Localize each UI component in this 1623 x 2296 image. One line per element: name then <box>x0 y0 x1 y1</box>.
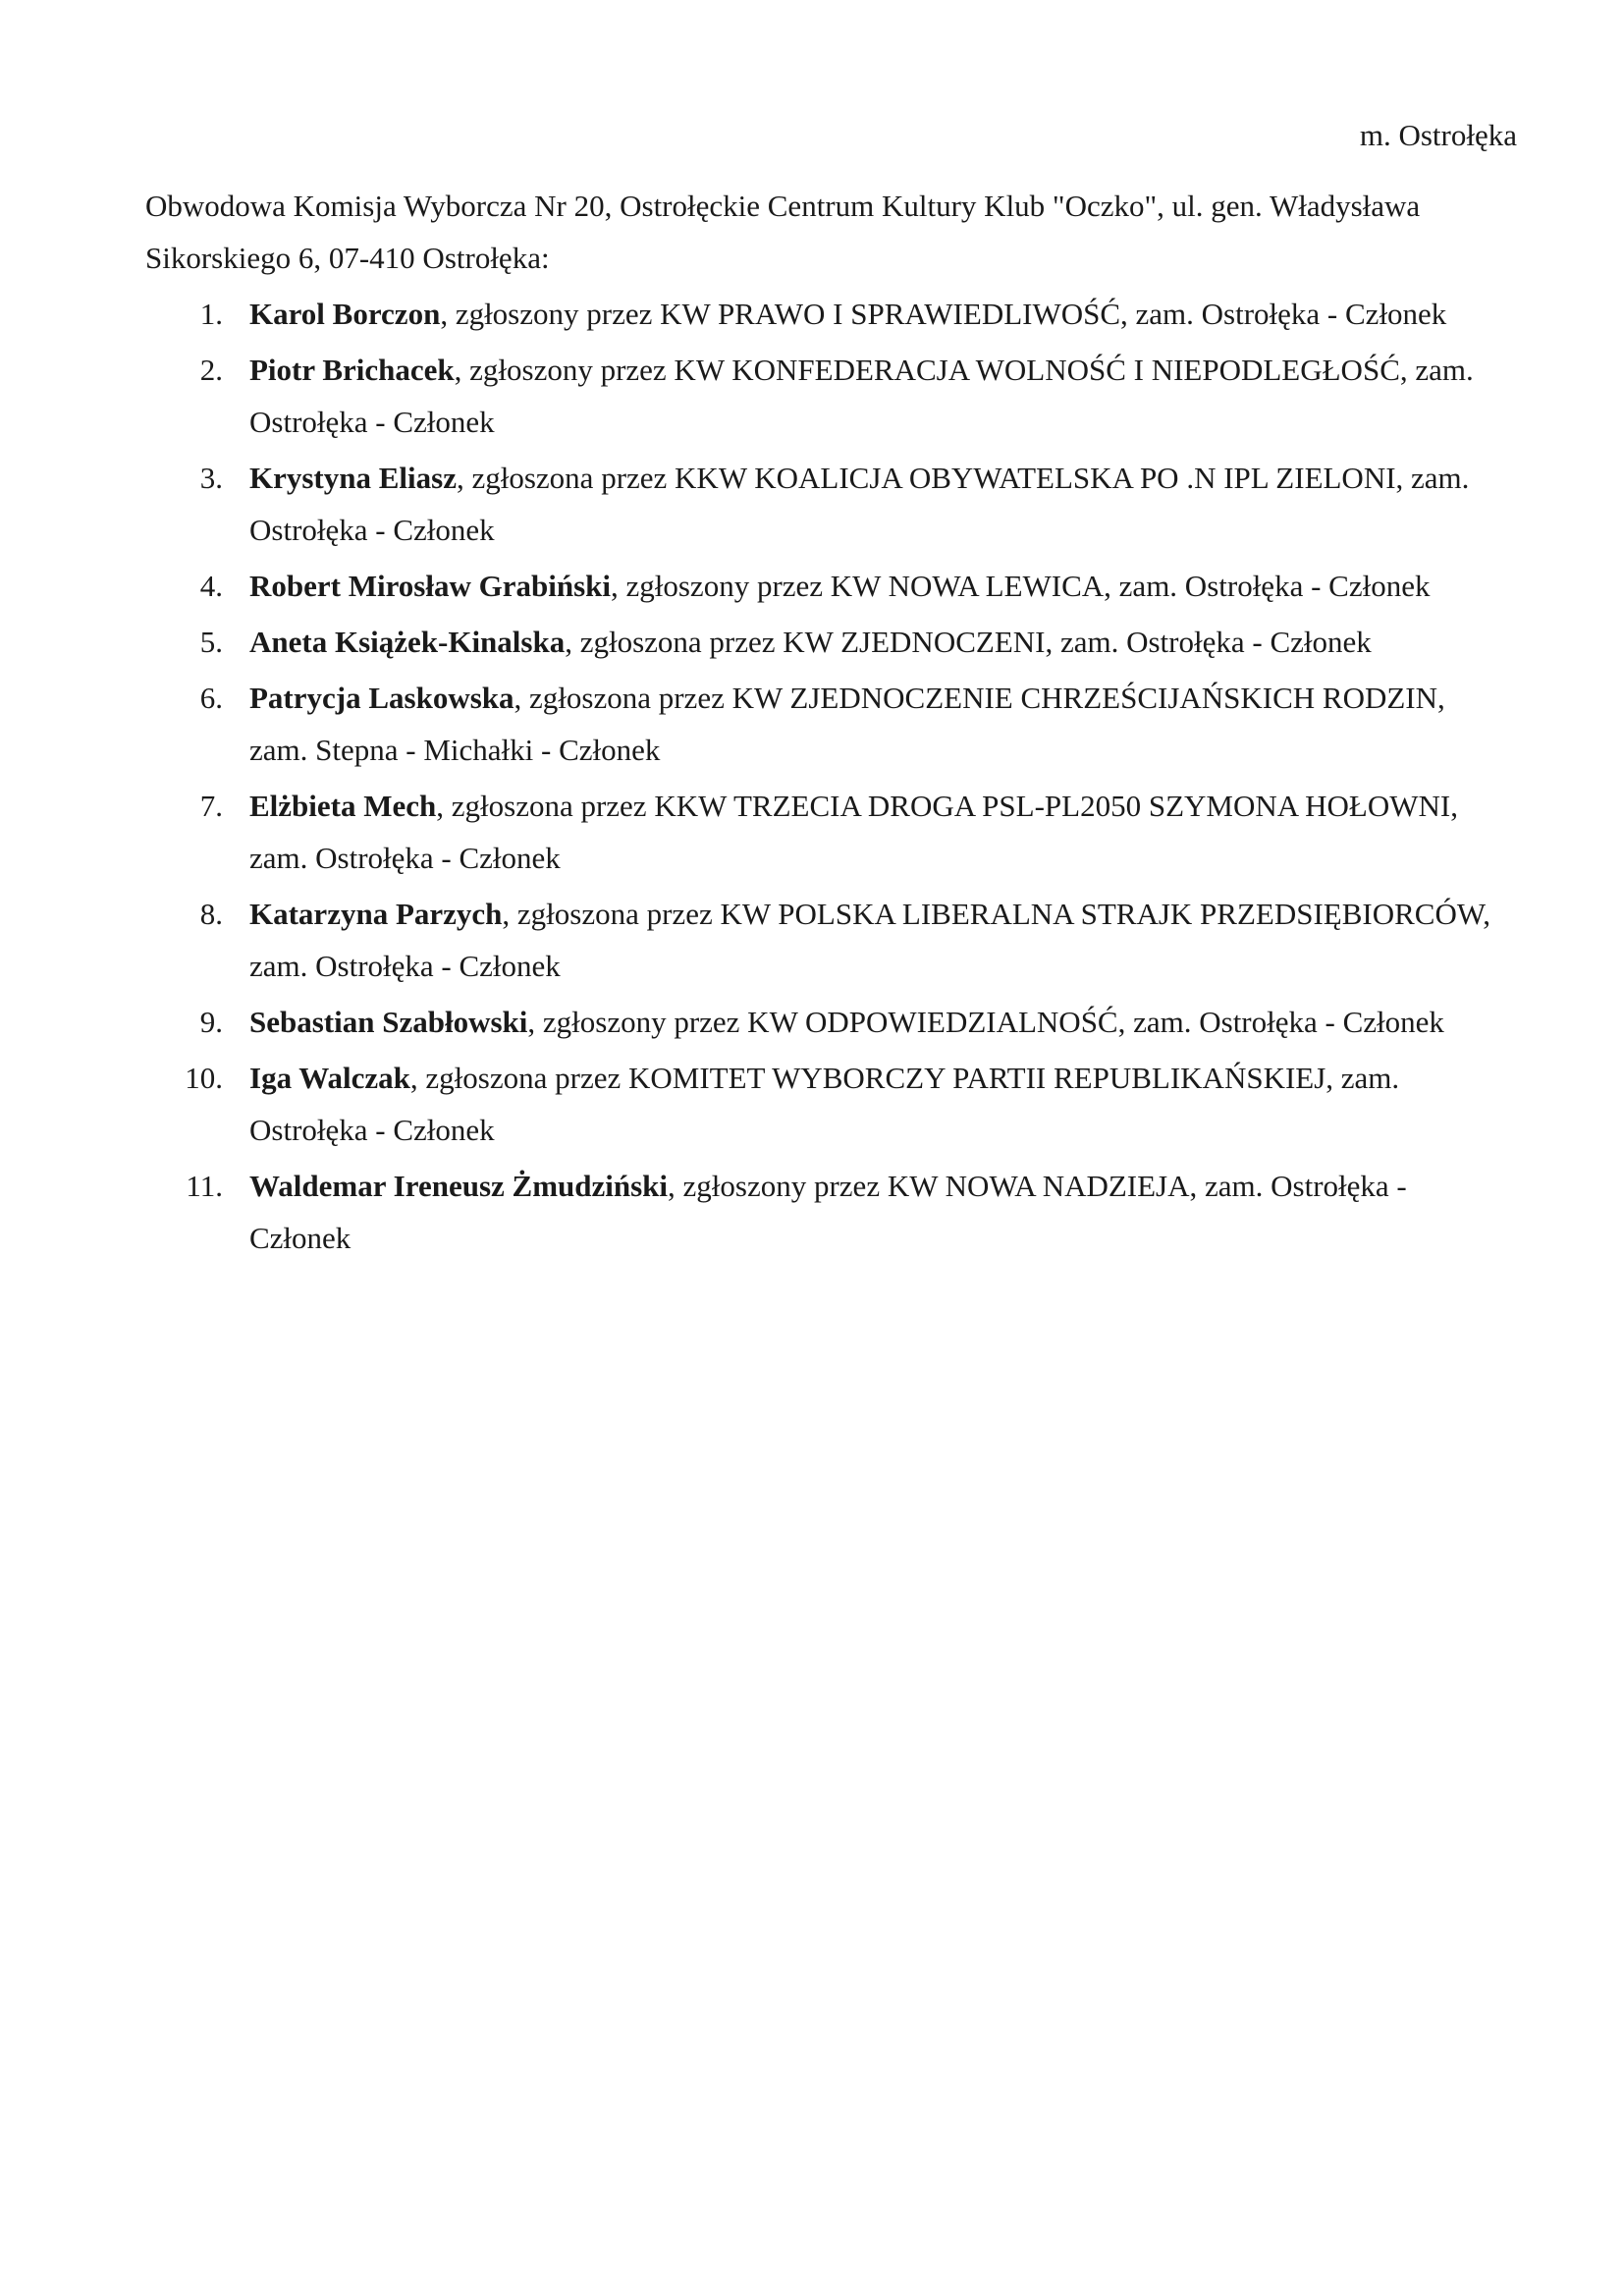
member-number: 8. <box>199 897 223 931</box>
member-number: 10. <box>185 1061 223 1095</box>
member-name: Karol Borczon <box>249 297 441 331</box>
member-item <box>145 344 1490 448</box>
member-number: 11. <box>186 1169 223 1203</box>
member-item <box>145 780 1490 884</box>
member-number: 2. <box>199 353 223 387</box>
member-details: , zgłoszona przez KKW KOALICJA OBYWATELSKA PO .N IPL ZIELONI, zam. Ostrołęka - Członek <box>249 461 1470 547</box>
member-details: , zgłoszona przez KOMITET WYBORCZY PARTII REPUBLIKAŃSKIEJ, zam. Ostrołęka - Członek <box>249 1061 1400 1147</box>
member-number: 1. <box>199 297 223 331</box>
member-details: , zgłoszona przez KW ZJEDNOCZENI, zam. Ostrołęka - Członek <box>565 625 1372 659</box>
member-item <box>145 616 1490 668</box>
member-name: Aneta Książek-Kinalska <box>249 625 566 659</box>
member-item <box>145 1160 1490 1264</box>
member-list <box>145 288 1490 1268</box>
member-name: Patrycja Laskowska <box>249 681 514 715</box>
member-details: , zgłoszona przez KW ZJEDNOCZENIE CHRZEŚCIJAŃSKICH RODZIN, zam. Stepna - Michałki - Członek <box>249 681 1445 767</box>
member-name: Elżbieta Mech <box>249 789 437 823</box>
member-number: 7. <box>199 789 223 823</box>
member-number: 5. <box>199 625 223 659</box>
member-item <box>145 288 1490 340</box>
member-number: 3. <box>199 461 223 495</box>
location-header: m. Ostrołęka <box>1359 118 1517 152</box>
member-name: Piotr Brichacek <box>249 353 455 387</box>
member-item <box>145 452 1490 556</box>
member-name: Waldemar Ireneusz Żmudziński <box>249 1169 669 1203</box>
member-name: Iga Walczak <box>249 1061 410 1095</box>
member-details: , zgłoszony przez KW ODPOWIEDZIALNOŚĆ, zam. Ostrołęka - Członek <box>527 1005 1444 1039</box>
member-item <box>145 560 1490 612</box>
member-item <box>145 672 1490 776</box>
member-item <box>145 996 1490 1048</box>
member-details: , zgłoszony przez KW PRAWO I SPRAWIEDLIWOŚĆ, zam. Ostrołęka - Członek <box>440 297 1447 331</box>
member-details: , zgłoszony przez KW NOWA LEWICA, zam. Ostrołęka - Członek <box>611 569 1431 603</box>
member-details: , zgłoszony przez KW NOWA NADZIEJA, zam. Ostrołęka - Członek <box>249 1169 1407 1255</box>
member-name: Sebastian Szabłowski <box>249 1005 528 1039</box>
member-name: Krystyna Eliasz <box>249 461 457 495</box>
member-number: 6. <box>199 681 223 715</box>
member-details: , zgłoszona przez KW POLSKA LIBERALNA STRAJK PRZEDSIĘBIORCÓW, zam. Ostrołęka - Członek <box>249 897 1491 983</box>
member-item <box>145 1052 1490 1156</box>
member-number: 9. <box>199 1005 223 1039</box>
member-details: , zgłoszona przez KKW TRZECIA DROGA PSL-PL2050 SZYMONA HOŁOWNI, zam. Ostrołęka - Członek <box>249 789 1458 875</box>
commission-heading: Obwodowa Komisja Wyborcza Nr 20, Ostrołęckie Centrum Kultury Klub "Oczko", ul. gen. Władysława Sikorskiego 6, 07-410 Ostrołęka: <box>145 189 1421 275</box>
member-name: Robert Mirosław Grabiński <box>249 569 611 603</box>
member-number: 4. <box>199 569 223 603</box>
member-name: Katarzyna Parzych <box>249 897 503 931</box>
member-details: , zgłoszony przez KW KONFEDERACJA WOLNOŚĆ I NIEPODLEGŁOŚĆ, zam. Ostrołęka - Członek <box>249 353 1474 439</box>
member-item <box>145 888 1490 992</box>
